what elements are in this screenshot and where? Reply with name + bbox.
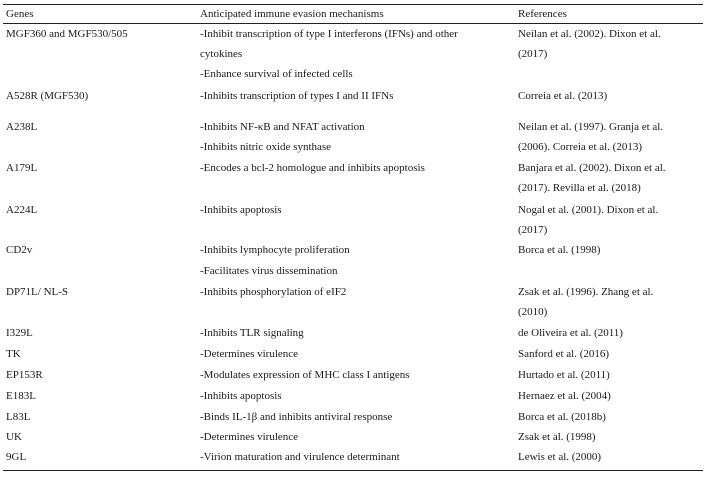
bottom-rule: [3, 470, 703, 471]
header-references: References: [518, 8, 567, 20]
reference-line: Correia et al. (2013): [518, 90, 608, 102]
reference-line: (2006). Correia et al. (2013): [518, 141, 643, 153]
reference-line: (2010): [518, 306, 548, 318]
reference-line: Lewis et al. (2000): [518, 451, 602, 463]
mechanism-line: -Inhibits nitric oxide synthase: [200, 141, 332, 153]
reference-line: (2017): [518, 48, 548, 60]
reference-line: Neilan et al. (1997). Granja et al.: [518, 121, 664, 133]
mechanism-line: -Virion maturation and virulence determinant: [200, 451, 400, 463]
mechanism-line: -Inhibits transcription of types I and II IFNs: [200, 90, 394, 102]
gene-cell: CD2v: [6, 244, 33, 256]
mechanism-line: -Inhibits phosphorylation of eIF2: [200, 286, 347, 298]
reference-line: Hernaez et al. (2004): [518, 390, 611, 402]
reference-line: Sanford et al. (2016): [518, 348, 610, 360]
header-genes: Genes: [6, 8, 34, 20]
reference-line: Banjara et al. (2002). Dixon et al.: [518, 162, 666, 174]
gene-cell: A238L: [6, 121, 38, 133]
mechanism-line: -Inhibits TLR signaling: [200, 327, 304, 339]
mechanism-line: -Inhibits apoptosis: [200, 204, 282, 216]
gene-cell: UK: [6, 431, 22, 443]
mechanism-line: -Enhance survival of infected cells: [200, 68, 353, 80]
gene-cell: EP153R: [6, 369, 43, 381]
header-rule: [3, 23, 703, 24]
header-mechanisms: Anticipated immune evasion mechanisms: [200, 8, 384, 20]
mechanism-line: -Encodes a bcl-2 homologue and inhibits apoptosis: [200, 162, 425, 174]
reference-line: de Oliveira et al. (2011): [518, 327, 623, 339]
gene-cell: E183L: [6, 390, 36, 402]
mechanism-line: -Determines virulence: [200, 431, 299, 443]
reference-line: (2017). Revilla et al. (2018): [518, 182, 641, 194]
gene-cell: A528R (MGF530): [6, 90, 89, 102]
mechanism-line: -Inhibits NF-κB and NFAT activation: [200, 121, 365, 133]
mechanism-line: cytokines: [200, 48, 243, 60]
mechanism-line: -Inhibits lymphocyte proliferation: [200, 244, 350, 256]
reference-line: Hurtado et al. (2011): [518, 369, 610, 381]
gene-cell: A224L: [6, 204, 38, 216]
reference-line: (2017): [518, 224, 548, 236]
gene-cell: A179L: [6, 162, 38, 174]
reference-line: Borca et al. (1998): [518, 244, 601, 256]
mechanism-line: -Facilitates virus dissemination: [200, 265, 338, 277]
reference-line: Borca et al. (2018b): [518, 411, 606, 423]
gene-cell: L83L: [6, 411, 31, 423]
gene-cell: I329L: [6, 327, 33, 339]
mechanism-line: -Determines virulence: [200, 348, 299, 360]
mechanism-line: -Inhibit transcription of type I interferons (IFNs) and other: [200, 28, 458, 40]
gene-cell: 9GL: [6, 451, 27, 463]
mechanism-line: -Inhibits apoptosis: [200, 390, 282, 402]
reference-line: Nogal et al. (2001). Dixon et al.: [518, 204, 659, 216]
reference-line: Neilan et al. (2002). Dixon et al.: [518, 28, 661, 40]
gene-cell: TK: [6, 348, 21, 360]
gene-cell: MGF360 and MGF530/505: [6, 28, 128, 40]
mechanism-line: -Modulates expression of MHC class I antigens: [200, 369, 410, 381]
reference-line: Zsak et al. (1998): [518, 431, 596, 443]
reference-line: Zsak et al. (1996). Zhang et al.: [518, 286, 654, 298]
mechanism-line: -Binds IL-1β and inhibits antiviral response: [200, 411, 393, 423]
gene-cell: DP71L/ NL-S: [6, 286, 69, 298]
top-rule: [3, 4, 703, 5]
